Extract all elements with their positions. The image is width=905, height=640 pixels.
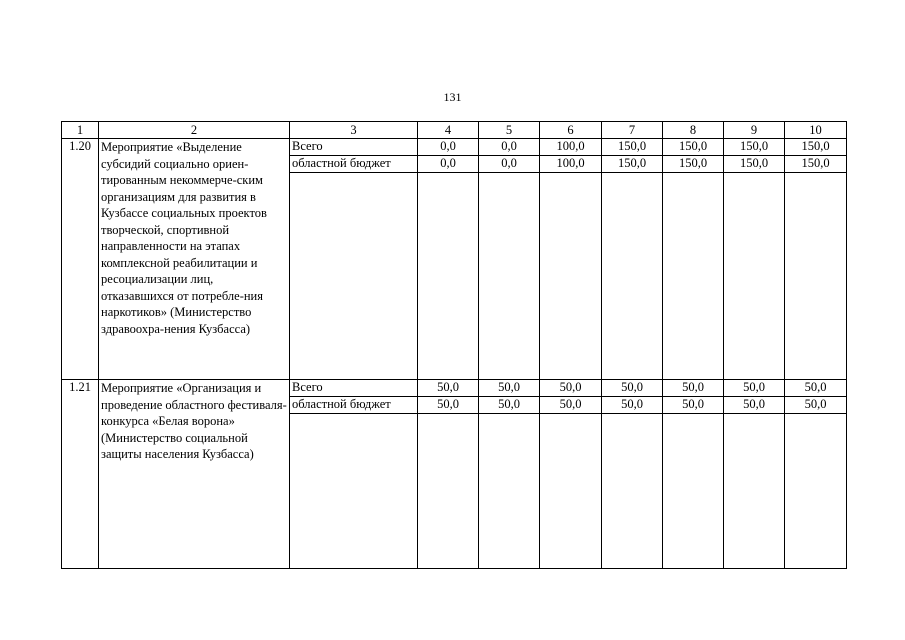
empty-cell — [602, 414, 663, 569]
value-cell: 150,0 — [724, 156, 785, 173]
empty-cell — [290, 414, 418, 569]
header-cell: 5 — [479, 122, 540, 139]
value-cell: 150,0 — [724, 139, 785, 156]
value-cell: 50,0 — [540, 380, 602, 397]
value-cell: 50,0 — [785, 397, 847, 414]
value-cell: 0,0 — [479, 139, 540, 156]
header-cell: 8 — [663, 122, 724, 139]
value-cell: 50,0 — [602, 397, 663, 414]
row-number: 1.20 — [62, 139, 99, 380]
value-cell: 150,0 — [663, 156, 724, 173]
value-cell: 50,0 — [663, 380, 724, 397]
empty-cell — [724, 414, 785, 569]
measure-description: Мероприятие «Организация и проведение областного фестиваля-конкурса «Белая ворона» (Министерство социальной защиты населения Кузбасса) — [99, 380, 290, 569]
empty-cell — [479, 173, 540, 380]
value-cell: 50,0 — [479, 397, 540, 414]
value-cell: 50,0 — [724, 397, 785, 414]
empty-cell — [479, 414, 540, 569]
budget-table — [61, 121, 847, 569]
value-cell: 0,0 — [479, 156, 540, 173]
empty-cell — [540, 173, 602, 380]
value-cell: 50,0 — [540, 397, 602, 414]
header-cell: 3 — [290, 122, 418, 139]
table-header-row — [62, 122, 847, 139]
header-cell: 6 — [540, 122, 602, 139]
value-cell: 50,0 — [724, 380, 785, 397]
funding-source: Всего — [290, 139, 418, 156]
empty-cell — [418, 173, 479, 380]
header-cell: 2 — [99, 122, 290, 139]
funding-source: областной бюджет — [290, 397, 418, 414]
row-number: 1.21 — [62, 380, 99, 569]
header-cell: 1 — [62, 122, 99, 139]
empty-cell — [602, 173, 663, 380]
measure-description: Мероприятие «Выделение субсидий социально ориен-тированным некоммерче-ским организациям для развития в Кузбассе социальных проектов творческой, спортивной направленности на этапах комплексной реабилитации и ресоциализации лиц, отказавшихся от потребле-ния наркотиков» (Министерство здравоохра-нения Кузбасса) — [99, 139, 290, 380]
header-cell: 7 — [602, 122, 663, 139]
empty-cell — [785, 173, 847, 380]
table-row — [62, 139, 847, 156]
header-cell: 10 — [785, 122, 847, 139]
header-cell: 4 — [418, 122, 479, 139]
value-cell: 50,0 — [418, 397, 479, 414]
empty-cell — [540, 414, 602, 569]
value-cell: 50,0 — [602, 380, 663, 397]
table-row — [62, 380, 847, 397]
empty-cell — [418, 414, 479, 569]
value-cell: 50,0 — [479, 380, 540, 397]
value-cell: 50,0 — [785, 380, 847, 397]
value-cell: 50,0 — [663, 397, 724, 414]
value-cell: 150,0 — [785, 156, 847, 173]
value-cell: 0,0 — [418, 139, 479, 156]
funding-source: Всего — [290, 380, 418, 397]
empty-cell — [724, 173, 785, 380]
value-cell: 150,0 — [602, 156, 663, 173]
header-cell: 9 — [724, 122, 785, 139]
empty-cell — [290, 173, 418, 380]
page-number: 131 — [443, 90, 462, 104]
value-cell: 100,0 — [540, 139, 602, 156]
value-cell: 0,0 — [418, 156, 479, 173]
value-cell: 150,0 — [602, 139, 663, 156]
value-cell: 150,0 — [785, 139, 847, 156]
empty-cell — [663, 414, 724, 569]
empty-cell — [663, 173, 724, 380]
value-cell: 50,0 — [418, 380, 479, 397]
empty-cell — [785, 414, 847, 569]
value-cell: 150,0 — [663, 139, 724, 156]
funding-source: областной бюджет — [290, 156, 418, 173]
value-cell: 100,0 — [540, 156, 602, 173]
